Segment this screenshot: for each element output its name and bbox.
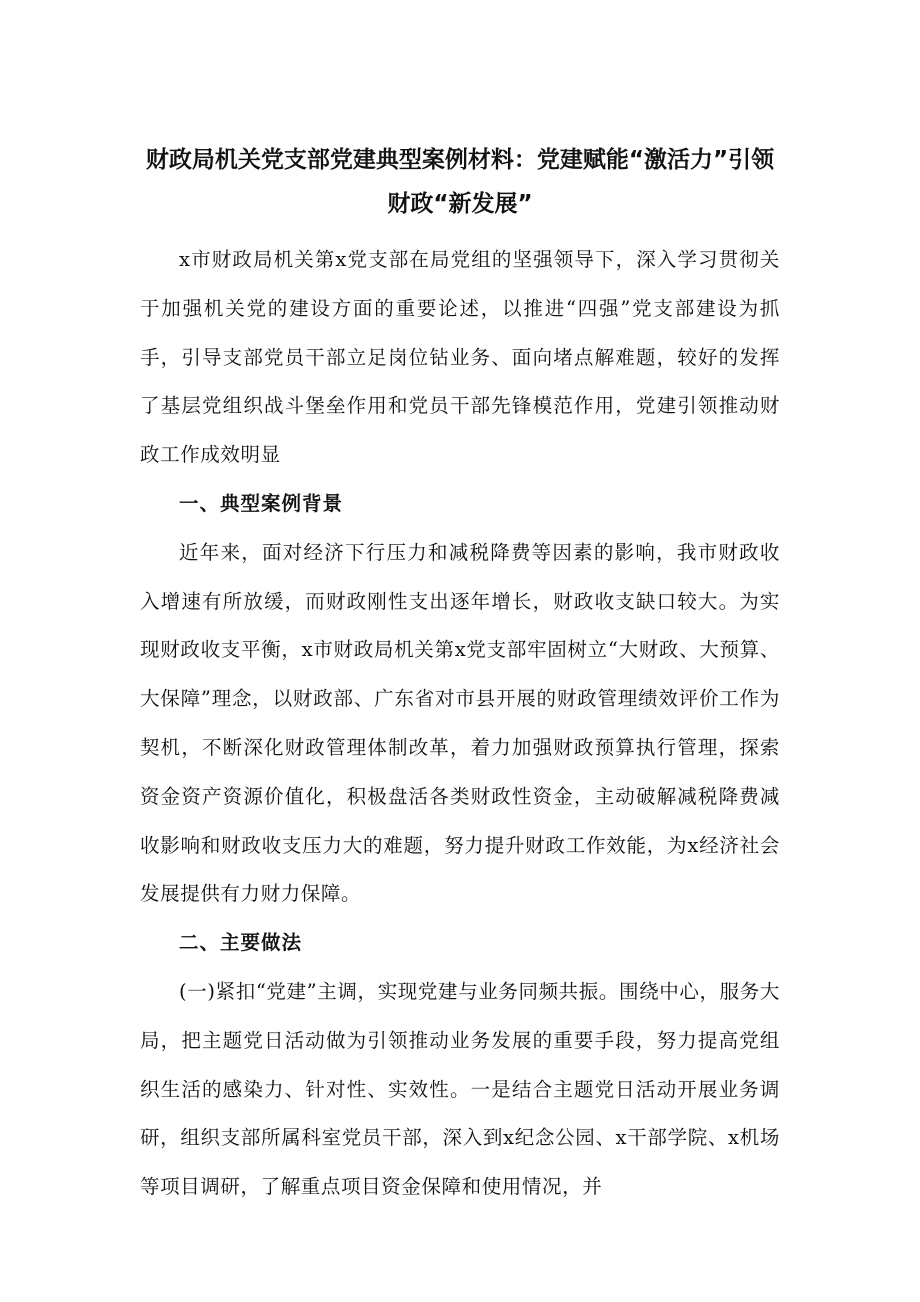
document-title: 财政局机关党支部党建典型案例材料：党建赋能“激活力”引领财政“新发展” <box>145 147 775 217</box>
document-body <box>140 236 780 1212</box>
intro-paragraph: x市财政局机关第x党支部在局党组的坚强领导下，深入学习贯彻关于加强机关党的建设方面的重要论述，以推进“四强”党支部建设为抓手，引导支部党员干部立足岗位钻业务、面向堵点解难题，较好的发挥了基层党组织战斗堡垒作用和党员干部先锋模范作用，党建引领推动财政工作成效明显 <box>140 248 780 467</box>
background-paragraph: 近年来，面对经济下行压力和减税降费等因素的影响，我市财政收入增速有所放缓，而财政刚性支出逐年增长，财政收支缺口较大。为实现财政收支平衡，x市财政局机关第x党支部牢固树立“大财政、大预算、大保障”理念，以财政部、广东省对市县开展的财政管理绩效评价工作为契机，不断深化财政管理体制改革，着力加强财政预算执行管理，探索资金资产资源价值化，积极盘活各类财政性资金，主动破解减税降费减收影响和财政收支压力大的难题，努力提升财政工作效能，为x经济社会发展提供有力财力保障。 <box>140 540 780 906</box>
section-heading-practices: 二、主要做法 <box>179 931 303 955</box>
practices-paragraph: (一)紧扣“党建”主调，实现党建与业务同频共振。围绕中心，服务大局，把主题党日活动做为引领推动业务发展的重要手段，努力提高党组织生活的感染力、针对性、实效性。一是结合主题党日活动开展业务调研，组织支部所属科室党员干部，深入到x纪念公园、x干部学院、x机场等项目调研，了解重点项目资金保障和使用情况，并 <box>140 979 780 1199</box>
section-heading-background: 一、典型案例背景 <box>179 491 344 515</box>
